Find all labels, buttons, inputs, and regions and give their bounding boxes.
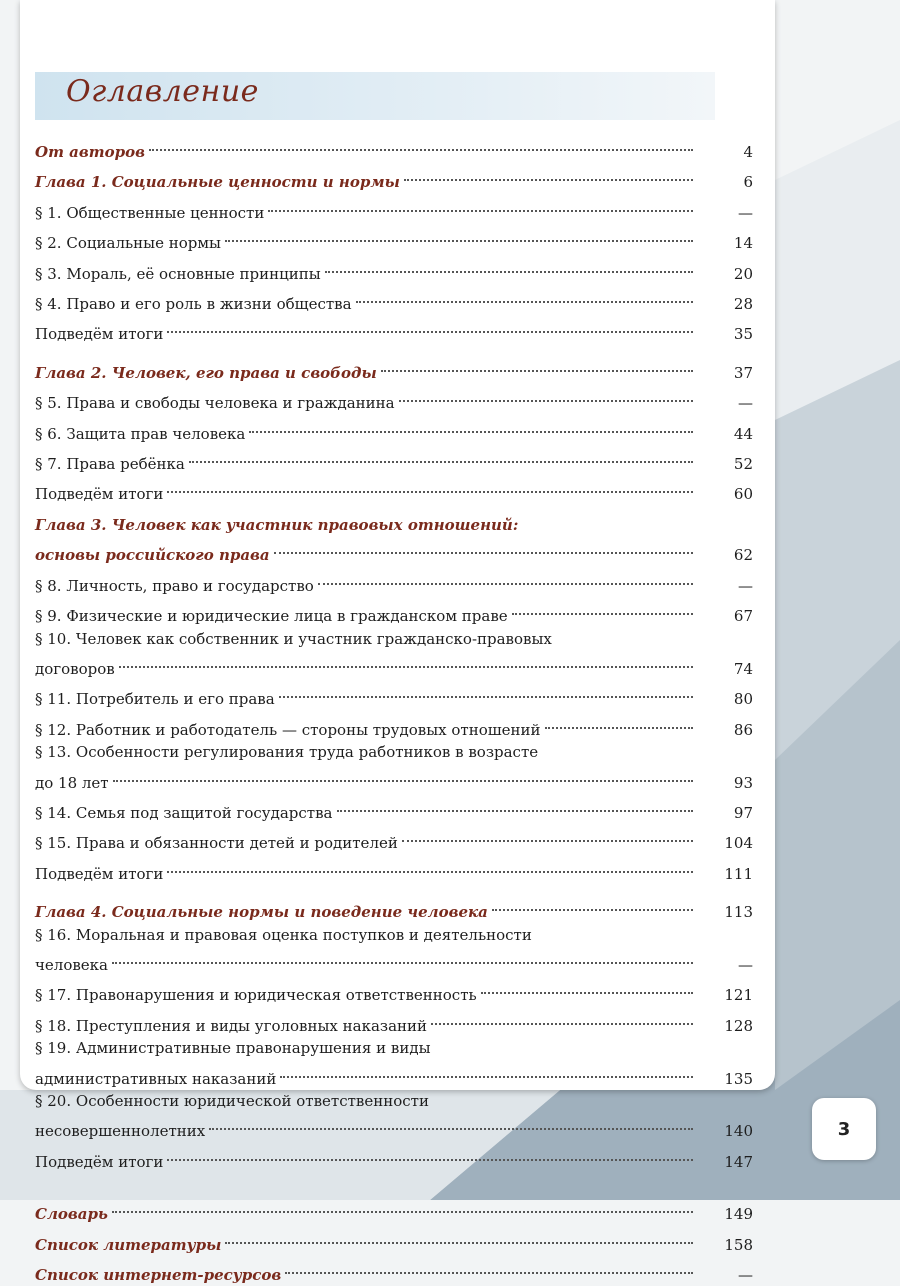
toc-entry-text: человека (35, 955, 108, 974)
dot-leader (402, 818, 693, 842)
toc-entry-text: § 2. Социальные нормы (35, 234, 221, 253)
table-of-contents (35, 133, 753, 1286)
dot-leader (209, 1106, 693, 1130)
toc-entry-text: § 15. Права и обязанности детей и родителей (35, 834, 398, 853)
dot-leader (112, 940, 693, 964)
dot-leader (149, 127, 693, 151)
toc-entry-text: § 17. Правонарушения и юридическая ответственность (35, 986, 477, 1005)
toc-page-number: 86 (733, 720, 753, 739)
dot-leader (325, 249, 693, 273)
toc-entry-text: § 1. Общественные ценности (35, 203, 265, 222)
toc-entry-text: § 12. Работник и работодатель — стороны трудовых отношений (35, 720, 541, 739)
dot-leader (167, 849, 693, 873)
dot-leader (274, 530, 693, 554)
toc-page-number: — (738, 955, 753, 974)
dot-leader (189, 439, 693, 463)
toc-page-number: 6 (743, 173, 753, 192)
toc-item-entry[interactable] (35, 1007, 753, 1037)
toc-item-entry[interactable] (35, 1037, 753, 1090)
toc-page-number: 67 (733, 607, 753, 626)
page-number-badge: 3 (812, 1098, 876, 1160)
toc-page-number: — (738, 394, 753, 413)
toc-entry-text: административных наказаний (35, 1069, 277, 1088)
toc-entry-text: Словарь (35, 1205, 108, 1224)
toc-page-number: — (738, 576, 753, 595)
toc-page-number: 140 (724, 1122, 753, 1141)
dot-leader (167, 1137, 693, 1161)
toc-page-number: — (738, 1266, 753, 1285)
toc-entry-text: § 11. Потребитель и его права (35, 690, 275, 709)
toc-entry-text: § 7. Права ребёнка (35, 455, 185, 474)
toc-entry-text: Список интернет-ресурсов (35, 1266, 282, 1285)
toc-entry-text: Глава 4. Социальные нормы и поведение человека (35, 903, 488, 922)
toc-page-number: 28 (733, 295, 753, 314)
dot-leader (545, 705, 693, 729)
dot-leader (280, 1054, 693, 1078)
toc-page-number: 37 (733, 363, 753, 382)
toc-page-number: — (738, 203, 753, 222)
dot-leader (512, 591, 693, 615)
toc-entry-text: § 4. Право и его роль в жизни общества (35, 295, 352, 314)
toc-page-number: 158 (724, 1235, 753, 1254)
dot-leader (492, 887, 693, 911)
dot-leader (225, 218, 693, 242)
toc-entry-text: § 6. Защита прав человека (35, 424, 246, 443)
toc-page-number: 62 (733, 546, 753, 565)
toc-item-entry[interactable] (35, 1090, 753, 1143)
toc-entry-text: § 3. Мораль, её основные принципы (35, 264, 321, 283)
toc-page-number: 35 (733, 325, 753, 344)
toc-page-number: 93 (733, 773, 753, 792)
toc-item-entry[interactable] (35, 1143, 753, 1173)
toc-entry-text: несовершеннолетних (35, 1122, 206, 1141)
toc-item-entry[interactable] (35, 855, 753, 885)
toc-entry-text: Глава 1. Социальные ценности и нормы (35, 173, 400, 192)
dot-leader (337, 788, 694, 812)
dot-leader (167, 469, 693, 493)
toc-entry-text: Глава 2. Человек, его права и свободы (35, 363, 377, 382)
toc-page-number: 60 (733, 485, 753, 504)
dot-leader (481, 970, 693, 994)
toc-entry-text: От авторов (35, 143, 145, 161)
toc-item-entry[interactable] (35, 741, 753, 794)
toc-page-number: 20 (733, 264, 753, 283)
dot-leader (268, 188, 693, 212)
dot-leader (279, 674, 693, 698)
dot-leader (285, 1250, 693, 1274)
dot-leader (381, 348, 693, 372)
toc-entry-text: § 14. Семья под защитой государства (35, 803, 333, 822)
toc-item-entry[interactable] (35, 475, 753, 505)
page-title: Оглавление (66, 74, 259, 109)
toc-page-number: 4 (743, 143, 753, 161)
dot-leader (404, 157, 693, 181)
toc-entry-text: § 13. Особенности регулирования труда работников в возрасте (35, 743, 539, 762)
toc-entry-text: Подведём итоги (35, 485, 164, 504)
toc-entry-text: § 16. Моральная и правовая оценка поступков и деятельности (35, 925, 532, 944)
toc-entry-text: до 18 лет (35, 773, 109, 792)
dot-leader (225, 1220, 693, 1244)
dot-leader (249, 409, 693, 433)
toc-page-number: 44 (733, 424, 753, 443)
toc-item-entry[interactable] (35, 315, 753, 345)
dot-leader (318, 561, 693, 585)
toc-item-entry[interactable] (35, 628, 753, 681)
dot-leader (399, 378, 693, 402)
toc-chapter-entry[interactable] (35, 514, 753, 567)
dot-leader (431, 1001, 693, 1025)
toc-page-number: 80 (733, 690, 753, 709)
toc-page-number: 74 (733, 659, 753, 678)
toc-entry-text: Подведём итоги (35, 1152, 164, 1171)
toc-page-number: 135 (724, 1069, 753, 1088)
toc-entry-text: Глава 3. Человек как участник правовых отношений: (35, 515, 519, 534)
dot-leader (113, 758, 693, 782)
toc-entry-text: § 5. Права и свободы человека и гражданина (35, 394, 395, 413)
toc-page-number: 104 (724, 834, 753, 853)
toc-page-number: 97 (733, 803, 753, 822)
toc-entry-text: § 8. Личность, право и государство (35, 576, 314, 595)
toc-entry-text: Список литературы (35, 1235, 222, 1254)
toc-entry-text: § 20. Особенности юридической ответственности (35, 1092, 429, 1110)
toc-entry-text: § 19. Административные правонарушения и виды (35, 1039, 431, 1058)
toc-entry-text: § 9. Физические и юридические лица в гражданском праве (35, 607, 508, 626)
toc-chapter-entry[interactable] (35, 893, 753, 923)
toc-entry-text: договоров (35, 659, 115, 678)
toc-page-number: 147 (724, 1152, 753, 1171)
toc-page-number: 52 (733, 455, 753, 474)
toc-entry-text: Подведём итоги (35, 325, 164, 344)
toc-entry-text: § 10. Человек как собственник и участник гражданско-правовых (35, 629, 552, 648)
toc-item-entry[interactable] (35, 711, 753, 741)
toc-page-number: 111 (724, 864, 753, 883)
toc-item-entry[interactable] (35, 924, 753, 977)
toc-entry-text: § 18. Преступления и виды уголовных наказаний (35, 1016, 428, 1035)
toc-page-number: 149 (724, 1205, 753, 1224)
toc-entry-text: Подведём итоги (35, 864, 164, 883)
toc-page-number: 113 (724, 903, 753, 922)
toc-item-entry[interactable] (35, 597, 753, 627)
dot-leader (167, 309, 693, 333)
dot-leader (112, 1189, 693, 1213)
dot-leader (356, 279, 693, 303)
dot-leader (119, 644, 693, 668)
toc-page-number: 128 (724, 1016, 753, 1035)
toc-entry-text: основы российского права (35, 546, 270, 565)
toc-page-number: 14 (733, 234, 753, 253)
toc-chapter-entry[interactable] (35, 1256, 753, 1286)
toc-page-number: 121 (724, 986, 753, 1005)
